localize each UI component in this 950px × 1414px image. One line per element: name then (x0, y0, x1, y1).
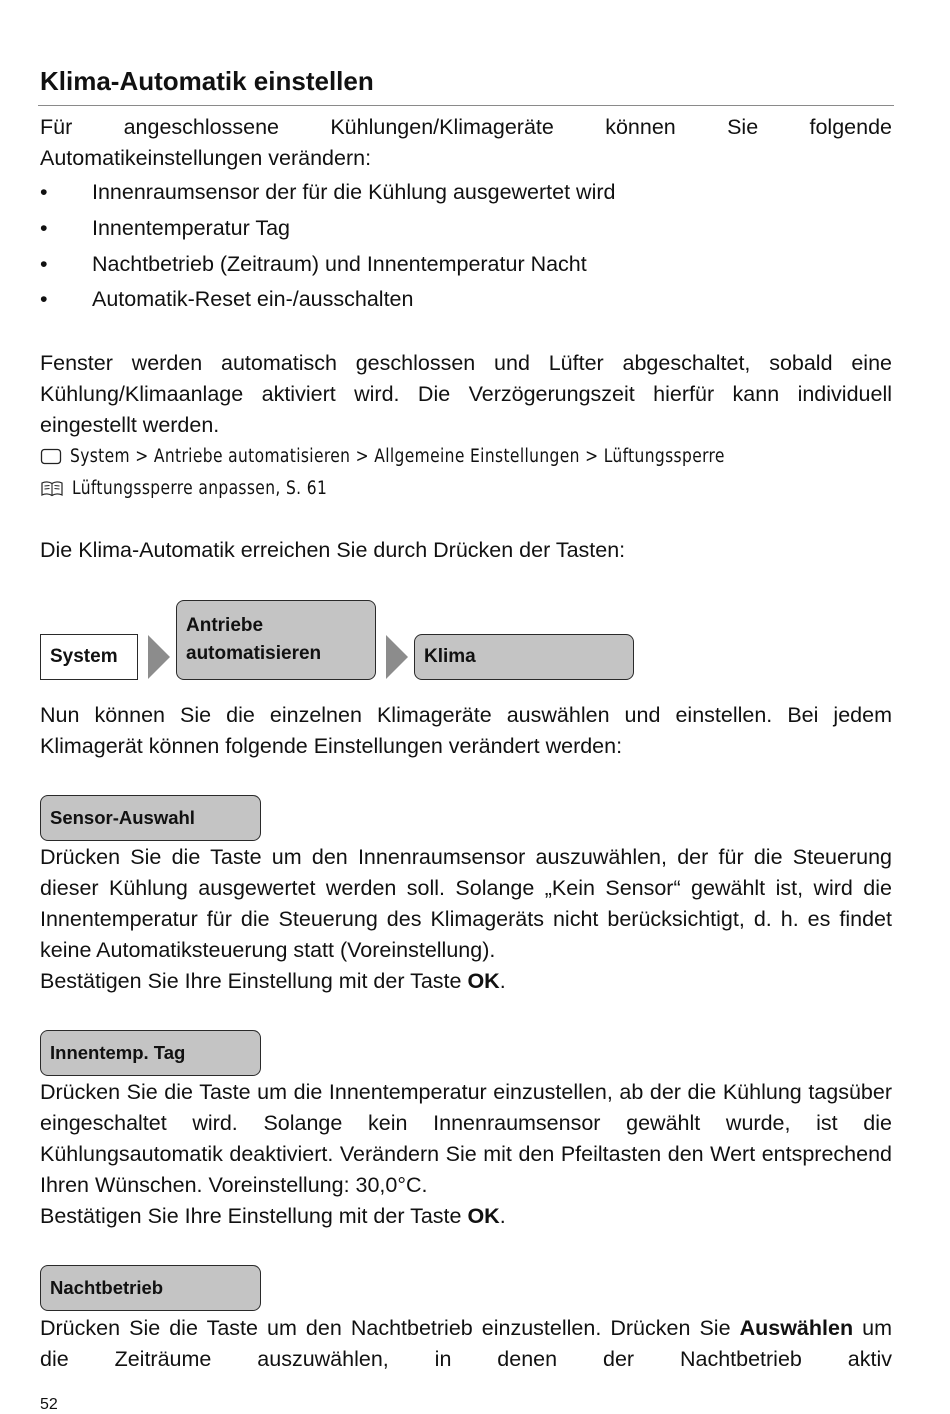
arrow-right-icon (148, 635, 170, 679)
system-key-button[interactable] (40, 634, 138, 680)
innentemp-tag-label: Innentemp. Tag (50, 1042, 186, 1063)
book-icon (40, 480, 64, 498)
antriebe-key-label-line1: Antriebe (186, 615, 264, 636)
page-number: 52 (40, 1396, 58, 1413)
klima-key-button[interactable] (414, 634, 634, 680)
title-divider (38, 105, 894, 106)
nachtbetrieb-label: Nachtbetrieb (50, 1277, 164, 1298)
list-item: Innentemperatur Tag (92, 216, 291, 240)
innentemp-tag-description: Drücken Sie die Taste um die Innentemperatur einzustellen, ab der die Kühlung tagsüber eingeschaltet wird. Solange kein Innenraumsensor gewählt wurde, ist die Kühlungsautomatik deaktiviert. Verändern Sie mit den Pfeiltasten den Wert entsprechend Ihren Wünschen. Voreinstellung: 30,0°C. (40, 1080, 892, 1197)
book-reference-line (40, 475, 346, 503)
sensor-auswahl-description: Drücken Sie die Taste um den Innenraumsensor auszuwählen, der für die Steuerung dieser Kühlung ausgewertet werden soll. Solange „Kein Sensor“ gewählt ist, wird die Innentemperatur für die Steuerung des Klimageräts nicht berücksichtigt, d. h. es findet keine Automatiksteuerung statt (Voreinstellung). (40, 845, 892, 962)
page-title: Klima-Automatik einstellen (40, 66, 374, 96)
bullet-marker: • (40, 252, 48, 276)
sensor-auswahl-button[interactable] (40, 795, 261, 841)
list-item: Automatik-Reset ein-/ausschalten (92, 287, 414, 311)
menu-path-line (40, 443, 774, 471)
window-note-paragraph: Fenster werden automatisch geschlossen und Lüfter abgeschaltet, sobald eine Kühlung/Klimaanlage aktiviert wird. Die Verzögerungszeit hierfür kann individuell eingestellt werden. (40, 351, 892, 437)
list-item: Nachtbetrieb (Zeitraum) und Innentemperatur Nacht (92, 252, 587, 276)
bullet-marker: • (40, 287, 48, 311)
antriebe-key-label-line2: automatisieren (186, 643, 322, 664)
antriebe-automatisieren-key-button[interactable] (176, 600, 376, 680)
innentemp-tag-confirm (40, 1201, 506, 1232)
display-screen-icon (40, 448, 62, 466)
ok-key-reference: OK (467, 969, 500, 993)
confirm-text: Bestätigen Sie Ihre Einstellung mit der Taste (40, 1204, 468, 1228)
nachtbetrieb-text-end: um die Zeiträume auszuwählen, in denen der Nachtbetrieb aktiv (40, 1316, 892, 1371)
innentemp-tag-button[interactable] (40, 1030, 261, 1076)
bullet-marker: • (40, 180, 48, 204)
ok-key-reference: OK (467, 1204, 500, 1228)
nachtbetrieb-description (40, 1313, 892, 1375)
klima-key-label: Klima (424, 646, 476, 667)
list-item: Innenraumsensor der für die Kühlung ausgewertet wird (92, 180, 616, 204)
select-devices-paragraph: Nun können Sie die einzelnen Klimageräte auswählen und einstellen. Bei jedem Klimagerät können folgende Einstellungen verändert werden: (40, 703, 892, 758)
arrow-right-icon (386, 635, 408, 679)
confirm-text: Bestätigen Sie Ihre Einstellung mit der Taste (40, 969, 468, 993)
intro-paragraph: Für angeschlossene Kühlungen/Klimageräte können Sie folgende Automatikeinstellungen verändern: (40, 115, 892, 170)
sensor-auswahl-confirm (40, 966, 506, 997)
sensor-auswahl-label: Sensor-Auswahl (50, 807, 195, 828)
system-key-label: System (50, 646, 118, 667)
menu-path-text: System > Antriebe automatisieren > Allgemeine Einstellungen > Lüftungssperre (70, 446, 725, 467)
book-reference-text: Lüftungssperre anpassen, S. 61 (72, 478, 328, 499)
confirm-period: . (499, 969, 506, 993)
bullet-marker: • (40, 216, 48, 240)
confirm-period: . (499, 1204, 506, 1228)
reach-instruction: Die Klima-Automatik erreichen Sie durch Drücken der Tasten: (40, 538, 626, 562)
nachtbetrieb-text-start: Drücken Sie die Taste um den Nachtbetrieb einzustellen. Drücken Sie (40, 1316, 740, 1340)
auswaehlen-key-reference: Auswählen (739, 1316, 854, 1340)
nachtbetrieb-button[interactable] (40, 1265, 261, 1311)
